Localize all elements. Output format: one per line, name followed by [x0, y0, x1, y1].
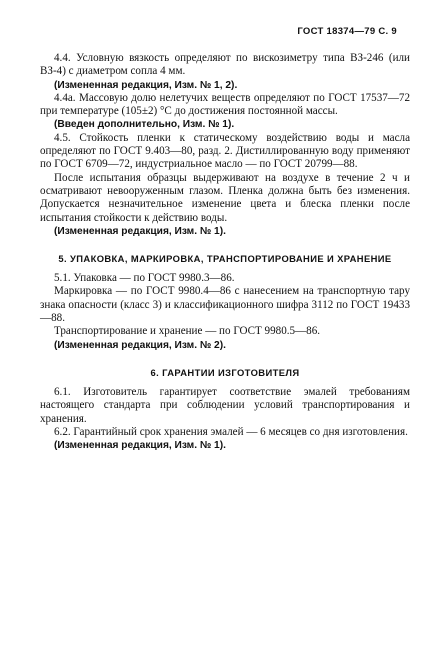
amendment-note: (Измененная редакция, Изм. № 2).	[54, 339, 226, 351]
amendment-note: (Введен дополнительно, Изм. № 1).	[54, 119, 235, 131]
paragraph-4-4a: 4.4а. Массовую долю нелетучих веществ определяют по ГОСТ 17537—72 при температуре (105±2) °С до достижения постоянной массы.	[40, 91, 410, 118]
paragraph-after-test: После испытания образцы выдерживают на воздухе в течение 2 ч и осматривают невооруженным глазом. Пленка должна быть без изменения. Допускается незначительное изменение цвета и блеска пленки после испытания стойкости к действию воды.	[40, 171, 410, 224]
section-title-6: 6. ГАРАНТИИ ИЗГОТОВИТЕЛЯ	[150, 366, 300, 378]
paragraph-4-5: 4.5. Стойкость пленки к статическому воздействию воды и масла определяют по ГОСТ 9.403—80, разд. 2. Дистиллированную воду применяют по ГОСТ 6709—72, индустриальное масло — по ГОСТ 20799—88.	[40, 131, 410, 171]
paragraph-5-1: 5.1. Упаковка — по ГОСТ 9980.3—86.	[54, 272, 235, 285]
document-body	[40, 52, 410, 452]
paragraph-6-1: 6.1. Изготовитель гарантирует соответствие эмалей требованиям настоящего стандарта при соблюдении условий транспортирования и хранения.	[40, 385, 410, 425]
paragraph-4-4: 4.4. Условную вязкость определяют по вискозиметру типа ВЗ-246 (или ВЗ-4) с диаметром сопла 4 мм.	[40, 52, 410, 78]
page-header: ГОСТ 18374—79 С. 9	[297, 26, 397, 37]
paragraph-transport: Транспортирование и хранение — по ГОСТ 9980.5—86.	[54, 325, 321, 338]
paragraph-6-2: 6.2. Гарантийный срок хранения эмалей — 6 месяцев со дня изготовления.	[54, 425, 408, 438]
paragraph-marking: Маркировка — по ГОСТ 9980.4—86 с нанесением на транспортную тару знака опасности (класс 3) и классификационного шифра 3112 по ГОСТ 19433—88.	[40, 285, 410, 325]
amendment-note: (Измененная редакция, Изм. № 1).	[54, 225, 226, 237]
section-title-5: 5. УПАКОВКА, МАРКИРОВКА, ТРАНСПОРТИРОВАНИЕ И ХРАНЕНИЕ	[58, 253, 392, 265]
amendment-note: (Измененная редакция, Изм. № 1).	[54, 440, 226, 452]
amendment-note: (Измененная редакция, Изм. № 1, 2).	[54, 79, 238, 91]
